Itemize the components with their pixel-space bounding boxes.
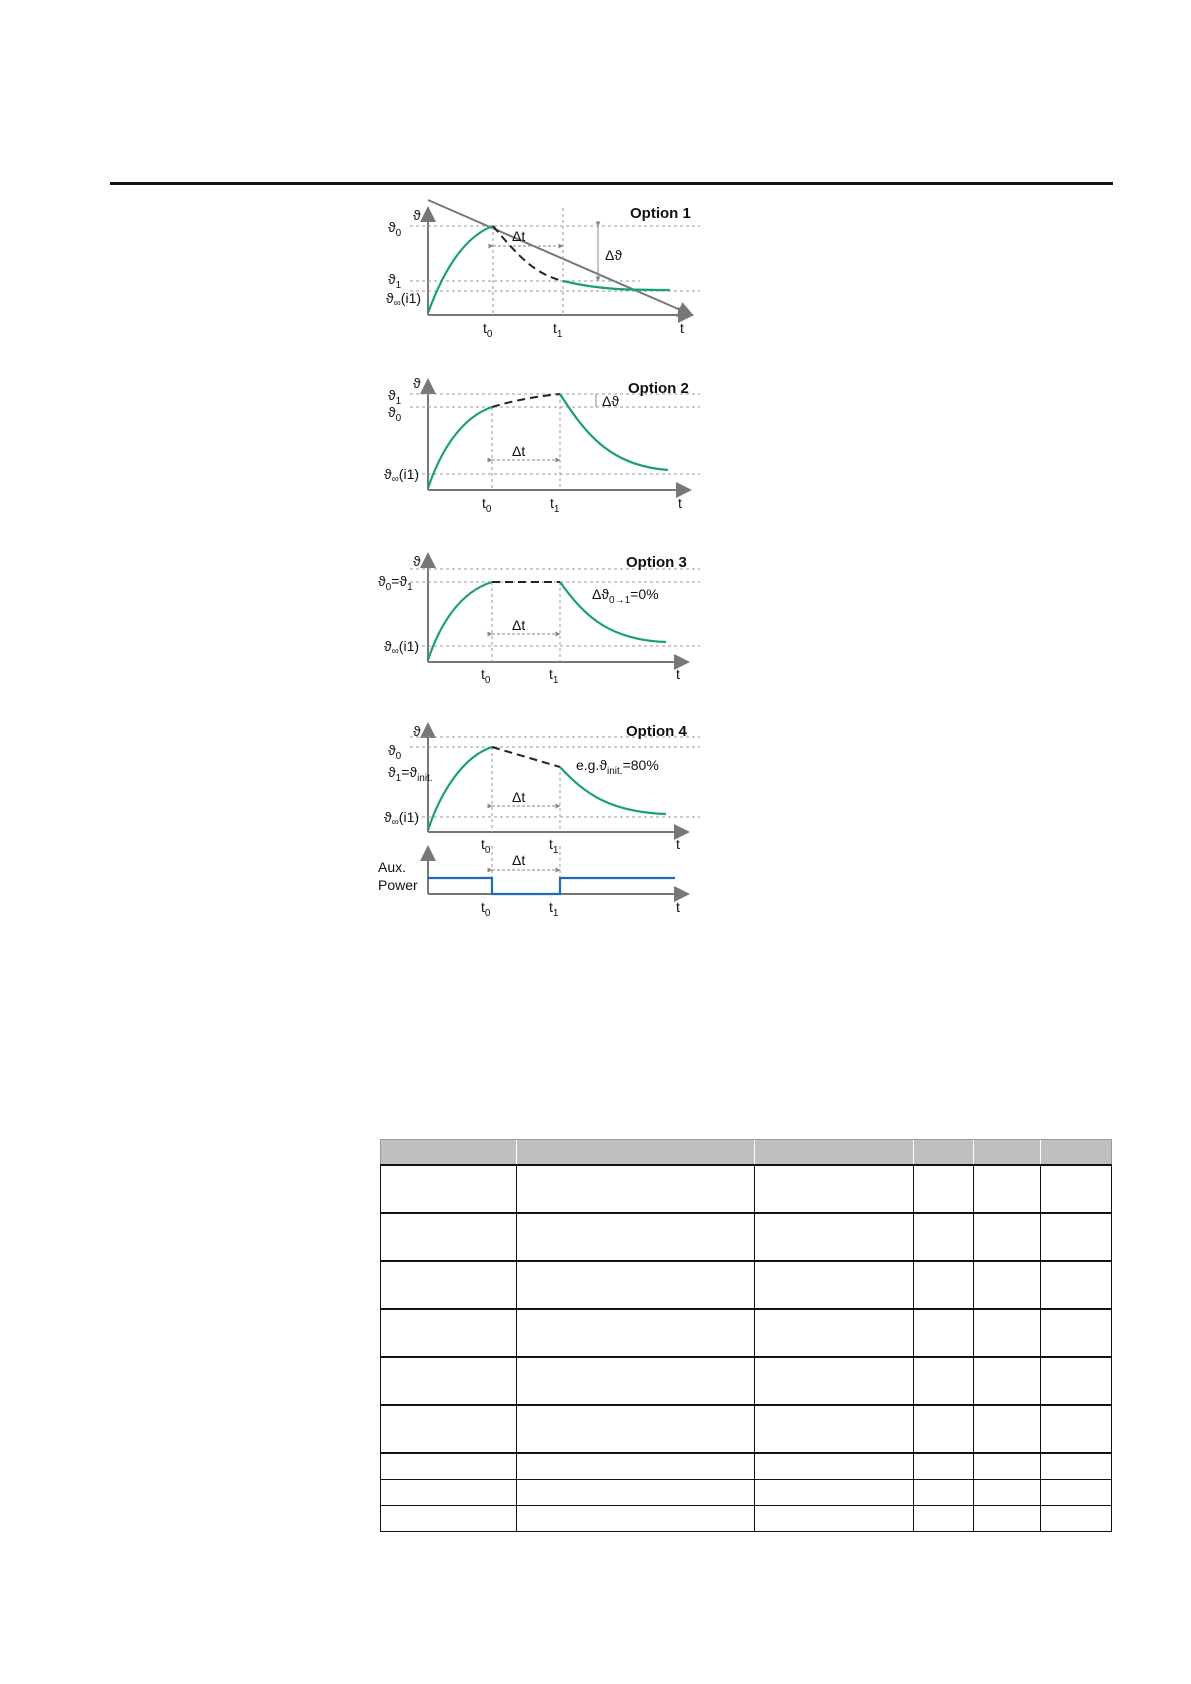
table-cell	[914, 1309, 974, 1357]
option4-t1-label: $t_1$	[549, 836, 559, 856]
table-cell	[1041, 1165, 1112, 1213]
table-cell	[1041, 1213, 1112, 1261]
option1-theta-inf-label: $ϑ_\infty(i1)$	[386, 290, 422, 309]
option3-title: Option 3	[626, 554, 687, 571]
table-cell	[517, 1357, 755, 1405]
table-cell	[974, 1213, 1041, 1261]
option3-y-axis-label: ϑ	[413, 553, 421, 569]
table-cell	[914, 1480, 974, 1506]
table-cell	[517, 1405, 755, 1453]
option2-theta1-label: $ϑ_1$	[388, 387, 402, 407]
option3-t-axis-label: t	[676, 666, 680, 682]
table-cell	[517, 1261, 755, 1309]
table-cell	[517, 1165, 755, 1213]
option2-delta-t-label: Δt	[512, 443, 526, 459]
table-row	[381, 1506, 1112, 1532]
header-rule	[110, 182, 1113, 185]
table-header-cell	[914, 1140, 974, 1166]
aux-power-label-line2: Power	[378, 877, 418, 893]
table-cell	[974, 1480, 1041, 1506]
aux-power-chart	[378, 846, 688, 919]
table-cell	[381, 1309, 517, 1357]
table-row	[381, 1357, 1112, 1405]
option4-theta0-label: $ϑ_0$	[388, 742, 402, 762]
table-cell	[755, 1506, 914, 1532]
table-header-cell	[755, 1140, 914, 1166]
table-cell	[1041, 1261, 1112, 1309]
table-header-cell	[974, 1140, 1041, 1166]
option1-theta0-label: $ϑ_0$	[388, 219, 402, 239]
option1-t1-label: $t_1$	[553, 320, 563, 340]
table-row	[381, 1165, 1112, 1213]
option2-t0-label: $t_0$	[482, 495, 492, 515]
table-cell	[914, 1506, 974, 1532]
table-cell	[974, 1453, 1041, 1480]
table-cell	[974, 1309, 1041, 1357]
table-cell	[974, 1405, 1041, 1453]
table-cell	[381, 1405, 517, 1453]
table-cell	[1041, 1309, 1112, 1357]
table-cell	[1041, 1506, 1112, 1532]
option2-title: Option 2	[628, 380, 689, 397]
option4-delta-t-label: Δt	[512, 789, 526, 805]
table-header-cell	[1041, 1140, 1112, 1166]
table-row	[381, 1309, 1112, 1357]
aux-delta-t-label: Δt	[512, 852, 526, 868]
option1-t-axis-label: t	[680, 320, 684, 336]
table-cell	[755, 1480, 914, 1506]
figure-svg	[370, 200, 710, 930]
aux-t1-label: $t_1$	[549, 899, 559, 919]
table-cell	[755, 1309, 914, 1357]
option4-example-label: $e.g.ϑ_{init.}=80\%$	[576, 757, 659, 777]
option2-chart	[384, 375, 700, 515]
table-cell	[755, 1165, 914, 1213]
table-cell	[381, 1506, 517, 1532]
option3-theta-inf-label: $ϑ_\infty(i1)$	[384, 638, 420, 657]
table-cell	[1041, 1405, 1112, 1453]
table-cell	[517, 1480, 755, 1506]
aux-t0-label: $t_0$	[481, 899, 491, 919]
option3-delta-theta-label: $\Delta ϑ_{0\to 1}=0\%$	[592, 586, 659, 606]
table-cell	[755, 1357, 914, 1405]
parameter-table	[380, 1139, 1112, 1532]
option3-theta-equal-label: $ϑ_0=ϑ_1$	[378, 573, 413, 593]
table-cell	[974, 1506, 1041, 1532]
option1-delta-t-label: Δt	[512, 228, 526, 244]
option2-t-axis-label: t	[678, 495, 682, 511]
table-cell	[755, 1405, 914, 1453]
table-cell	[914, 1213, 974, 1261]
option1-title: Option 1	[630, 205, 691, 222]
option2-theta0-label: $ϑ_0$	[388, 404, 402, 424]
table-cell	[914, 1405, 974, 1453]
table-cell	[381, 1357, 517, 1405]
table-cell	[914, 1453, 974, 1480]
aux-power-label-line1: Aux.	[378, 859, 407, 875]
option3-t1-label: $t_1$	[549, 666, 559, 686]
table-row	[381, 1405, 1112, 1453]
table-cell	[517, 1309, 755, 1357]
table-cell	[1041, 1480, 1112, 1506]
table-header-cell	[381, 1140, 517, 1166]
table-header-row	[381, 1140, 1112, 1166]
option4-t-axis-label: t	[676, 836, 680, 852]
thermal-memory-figure	[370, 200, 710, 930]
table-cell	[755, 1453, 914, 1480]
table-cell	[914, 1165, 974, 1213]
option3-chart	[378, 553, 700, 686]
option4-theta1-label: $ϑ_1=ϑ_{init.}$	[388, 764, 433, 784]
option4-y-axis-label: ϑ	[413, 723, 421, 739]
table-cell	[974, 1165, 1041, 1213]
table-row	[381, 1213, 1112, 1261]
table-cell	[381, 1453, 517, 1480]
option2-theta-inf-label: $ϑ_\infty(i1)$	[384, 466, 420, 485]
table-cell	[755, 1213, 914, 1261]
option2-t1-label: $t_1$	[550, 495, 560, 515]
option2-y-axis-label: ϑ	[413, 375, 421, 391]
table-row	[381, 1480, 1112, 1506]
table-row	[381, 1453, 1112, 1480]
option4-t0-label: $t_0$	[481, 836, 491, 856]
table-cell	[517, 1213, 755, 1261]
table-cell	[381, 1165, 517, 1213]
table-cell	[517, 1506, 755, 1532]
table-cell	[914, 1261, 974, 1309]
option4-chart	[378, 723, 700, 919]
table-cell	[517, 1453, 755, 1480]
option3-t0-label: $t_0$	[481, 666, 491, 686]
table-cell	[974, 1357, 1041, 1405]
option1-delta-theta-label: Δϑ	[605, 247, 623, 263]
table-cell	[974, 1261, 1041, 1309]
table-cell	[1041, 1453, 1112, 1480]
table-cell	[755, 1261, 914, 1309]
option4-title: Option 4	[626, 723, 687, 740]
aux-t-axis-label: t	[676, 899, 680, 915]
option1-chart	[386, 200, 700, 340]
option3-delta-t-label: Δt	[512, 617, 526, 633]
table-cell	[381, 1213, 517, 1261]
option1-theta1-label: $ϑ_1$	[388, 271, 402, 291]
table-header-cell	[517, 1140, 755, 1166]
table-cell	[381, 1480, 517, 1506]
option2-delta-theta-label: Δϑ	[602, 393, 620, 409]
option1-y-axis-label: ϑ	[413, 207, 421, 223]
option4-theta-inf-label: $ϑ_\infty(i1)$	[384, 809, 420, 828]
option1-t0-label: $t_0$	[483, 320, 493, 340]
table-row	[381, 1261, 1112, 1309]
table-cell	[1041, 1357, 1112, 1405]
table-cell	[914, 1357, 974, 1405]
table-cell	[381, 1261, 517, 1309]
